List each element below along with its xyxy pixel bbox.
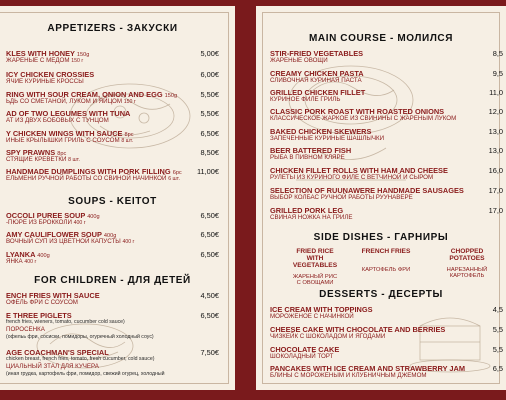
item-name-ru: СВИНАЯ НОЖКА НА ГРИЛЕ — [270, 214, 353, 221]
item-price: 13,0 — [488, 146, 503, 155]
item-price: 11,0 — [489, 88, 503, 97]
main-course-title: MAIN COURSE - МОЛИЛСЯ — [308, 33, 454, 44]
soups-title: SOUPS - KEITOT — [68, 196, 157, 207]
item-name: E THREE PIGLETS — [6, 311, 72, 320]
item-name-ru: ШОКОЛАДНЫЙ ТОРТ — [270, 353, 334, 360]
item-name-ru: ОФЕЛЬ ФРИ С СОУСОМ — [6, 299, 78, 306]
item-weight: 6pc — [172, 170, 182, 176]
item-name-ru: ВЫБОР КОЛБАС РУЧНОЙ РАБОТЫ РУУНАВЕРЕ — [270, 194, 413, 201]
side-dish-name-ru: НАРЕЗАННЫЙ — [446, 267, 488, 273]
side-dish-name-ru: КАРТОФЕЛЬ ФРИ — [361, 267, 411, 273]
side-dish-name: FRIED RICE — [296, 248, 334, 255]
item-weight: 8pc — [124, 132, 134, 138]
side-dish-name-ru-line2: С ОВОЩАМИ — [296, 280, 334, 286]
item-weight-ru: 150 г — [71, 58, 84, 64]
item-price: 17,0 — [488, 206, 503, 215]
item-price: 5,50€ — [200, 90, 219, 99]
item-weight-ru: 6 шт. — [168, 176, 180, 182]
item-name: RING WITH SOUR CREAM, ONION AND EGG — [6, 90, 163, 99]
item-name: CREAMY CHICKEN PASTA — [270, 69, 364, 78]
item-weight: 150g — [76, 52, 90, 58]
side-dish-name-ru: ЖАРЕНЫЙ РИС — [292, 274, 338, 280]
item-price: 6,50€ — [200, 211, 219, 220]
item-price: 13,0 — [488, 127, 503, 136]
item-price: 5,50€ — [200, 109, 219, 118]
item-name: ICY CHICKEN CROSSIES — [6, 70, 95, 79]
item-price: 8,50€ — [200, 148, 219, 157]
item-name-ru: КЛАССИЧЕСКОЕ ЖАРКОЕ ИЗ СВИНИНЫ С ЖАРЕНЫМ ЛУКОМ — [270, 115, 457, 122]
item-name-ru: ЬДЬ СО СМЕТАНОЙ, ЛУКОМ И ЯЙЦОМ — [6, 98, 123, 105]
item-price: 6,50€ — [200, 129, 219, 138]
item-name: KLES WITH HONEY — [6, 49, 75, 58]
item-weight-ru: 8 шт. — [68, 157, 80, 163]
menu-item — [6, 129, 219, 145]
menu-item — [270, 88, 503, 104]
item-name: ICE CREAM WITH TOPPINGS — [270, 305, 373, 314]
item-price: 5,00€ — [200, 49, 219, 58]
menu-item — [6, 348, 219, 382]
menu-item — [6, 230, 219, 246]
menu-item — [270, 107, 503, 123]
item-description-ru: (офельь фри, сосиски, помидоры, огуречный холодный соус) — [6, 334, 154, 340]
item-name: CHICKEN FILLET ROLLS WITH HAM AND CHEESE — [270, 166, 448, 175]
menu-item — [270, 345, 503, 361]
item-name-ru: АТ ИЗ ДВУХ БОБОВЫХ С ТУНЦОМ — [6, 117, 109, 124]
item-price: 12,0 — [488, 107, 503, 116]
menu-item — [6, 211, 219, 227]
item-weight-ru: 400 г — [122, 239, 135, 245]
item-name: CHEESE CAKE WITH CHOCOLATE AND BERRIES — [270, 325, 446, 334]
menu-item — [6, 49, 219, 65]
item-weight: 150g — [164, 93, 178, 99]
item-name: GRILLED PORK LEG — [270, 206, 344, 215]
item-price: 6,50€ — [200, 311, 219, 320]
menu-item — [270, 206, 503, 222]
item-weight: 400g — [37, 253, 50, 259]
item-name-ru: ВОЧНЫЙ СУП ИЗ ЦВЕТНОЙ КАПУСТЫ — [6, 238, 121, 245]
item-name: AD OF TWO LEGUMES WITH TUNA — [6, 109, 131, 118]
item-name-ru: ЖАРЕНЫЕ ОВОЩИ — [270, 57, 328, 64]
item-name: BEER BATTERED FISH — [270, 146, 352, 155]
item-price: 6,5 — [492, 364, 503, 373]
item-name-ru: МОРОЖЕНОЕ С НАЧИНКОЙ — [270, 313, 354, 320]
item-weight-ru: 150 г — [123, 99, 136, 105]
menu-item — [6, 70, 219, 86]
menu-item — [6, 167, 219, 183]
item-name: GRILLED CHICKEN FILLET — [270, 88, 366, 97]
menu-item — [6, 311, 219, 343]
item-name-ru: РУЛЕТЫ ИЗ КУРИНОГО ФИЛЕ С ВЕТЧИНОЙ И СЫРОМ — [270, 174, 434, 181]
item-name-ru: БЛИНЫ С МОРОЖЕНЫМ И КЛУБНИЧНЫМ ДЖЕМОМ — [270, 372, 427, 379]
item-price: 5,5 — [492, 325, 503, 334]
side-dish-name-ru-line2: КАРТОФЕЛЬ — [449, 273, 485, 279]
item-name-ru: ЦИАЛЬНЫЙ ЗТАЛ ДЛЯ КУЧЕРА — [6, 363, 99, 370]
side-dish-name: FRENCH FRIES — [361, 248, 411, 255]
menu-item — [270, 127, 503, 143]
item-weight-ru: 8 шт. — [121, 138, 134, 144]
left-menu-page — [0, 6, 235, 390]
side-dish — [355, 248, 417, 273]
menu-item — [6, 148, 219, 164]
item-name-ru: ЕЛЬМЕНИ РУЧНОЙ РАБОТЫ СО СВИНОЙ НАЧИНКОЙ — [6, 175, 167, 182]
item-name: OCCOLI PUREE SOUP — [6, 211, 86, 220]
item-name-ru: ПОРОСЕНКА — [6, 326, 45, 333]
side-dishes-title: SIDE DISHES - ГАРНИРЫ — [313, 232, 449, 243]
item-name: HANDMADE DUMPLINGS WITH PORK FILLING — [6, 167, 171, 176]
item-name: LYANKA — [6, 250, 36, 259]
menu-item — [270, 364, 503, 380]
item-name-ru: ЧИЗКЕЙК С ШОКОЛАДОМ И ЯГОДАМИ — [270, 333, 386, 340]
item-price: 5,5 — [492, 345, 503, 354]
item-price: 9,5 — [492, 69, 503, 78]
desserts-title: DESSERTS - ДЕСЕРТЫ — [319, 289, 443, 300]
item-price: 6,50€ — [200, 230, 219, 239]
item-name: CHOCOLATE CAKE — [270, 345, 340, 354]
side-dish-name-line2: POTATOES — [449, 255, 485, 262]
side-dish — [436, 248, 498, 279]
item-name-ru: СТЯЩИЕ КРЕВЕТКИ — [6, 156, 67, 163]
item-description: chicken breast, french fries, tomato, fresh cucumber, cold sauce) — [6, 356, 155, 362]
item-weight-ru: 400 г — [24, 259, 37, 265]
item-weight: 8pc — [57, 151, 67, 157]
item-price: 11,00€ — [196, 167, 219, 176]
item-description-ru: (иная грудка, картофель фри, помидор, свежий огурец, холодный — [6, 371, 165, 377]
item-name: STIR-FRIED VEGETABLES — [270, 49, 364, 58]
item-price: 6,00€ — [200, 70, 219, 79]
item-name: AGE COACHMAN'S SPECIAL — [6, 348, 109, 357]
item-name-ru: РЫБА В ПИВНОМ КЛЯРЕ — [270, 154, 345, 161]
item-price: 8,5 — [492, 49, 503, 58]
item-name: ENCH FRIES WITH SAUCE — [6, 291, 100, 300]
menu-item — [270, 69, 503, 85]
item-weight-ru: 400 г — [73, 220, 86, 226]
item-description: french fries, wieners, tomato, cucumber cold sauce) — [6, 319, 125, 325]
item-name-ru: ЗАПЕЧЕННЫЕ КУРИНЫЕ ШАШЛЫЧКИ — [270, 135, 385, 142]
menu-item — [270, 49, 503, 65]
item-weight: 400g — [87, 214, 100, 220]
item-price: 4,5 — [492, 305, 503, 314]
item-name-ru: ЖАРЕНЫЕ С МЕДОМ — [6, 57, 70, 64]
menu-item — [270, 305, 503, 321]
item-name-ru: КУРИНОЕ ФИЛЕ ГРИЛЬ — [270, 96, 341, 103]
menu-item — [270, 166, 503, 182]
menu-item — [6, 291, 219, 307]
item-price: 4,50€ — [200, 291, 219, 300]
item-name-ru: ЯЧИЕ КУРИНЫЕ КРОССЫ — [6, 78, 84, 85]
item-name-ru: СЛИВОЧНАЯ КУРИНАЯ ПАСТА — [270, 77, 362, 84]
side-dish-name-line2: WITH VEGETABLES — [292, 255, 338, 269]
menu-item — [270, 186, 503, 202]
menu-item — [270, 325, 503, 341]
item-name: Y CHICKEN WINGS WITH SAUCE — [6, 129, 123, 138]
item-name-ru: -ПЮРЕ ИЗ БРОККОЛИ — [6, 219, 72, 226]
item-weight: 400g — [103, 233, 117, 239]
item-name: CLASSIC PORK ROAST WITH ROASTED ONIONS — [270, 107, 445, 116]
menu-item — [270, 146, 503, 162]
right-menu-page — [256, 6, 506, 390]
item-name-ru: ИНЫЕ КРЫЛЫШКИ ГРИЛЬ С СОУСОМ — [6, 137, 120, 144]
children-title: FOR CHILDREN - ДЛЯ ДЕТЕЙ — [34, 275, 191, 286]
item-name: BAKED CHICKEN SKEWERS — [270, 127, 372, 136]
menu-item — [6, 109, 219, 125]
item-price: 16,0 — [488, 166, 503, 175]
item-price: 6,50€ — [200, 250, 219, 259]
item-name: PANCAKES WITH ICE CREAM AND STRAWBERRY JAM — [270, 364, 466, 373]
appetizers-title: APPETIZERS - ЗАКУСКИ — [47, 23, 178, 34]
menu-item — [6, 90, 219, 106]
side-dish — [284, 248, 346, 286]
item-name-ru: ЯНКА — [6, 258, 23, 265]
item-price: 17,0 — [488, 186, 503, 195]
menu-item — [6, 250, 219, 266]
item-name: SPY PRAWNS — [6, 148, 56, 157]
side-dish-name: CHOPPED — [450, 248, 484, 255]
item-name: SELECTION OF RUUNAWERE HANDMADE SAUSAGES — [270, 186, 464, 195]
item-name: AMY CAULIFLOWER SOUP — [6, 230, 102, 239]
item-price: 7,50€ — [200, 348, 219, 357]
